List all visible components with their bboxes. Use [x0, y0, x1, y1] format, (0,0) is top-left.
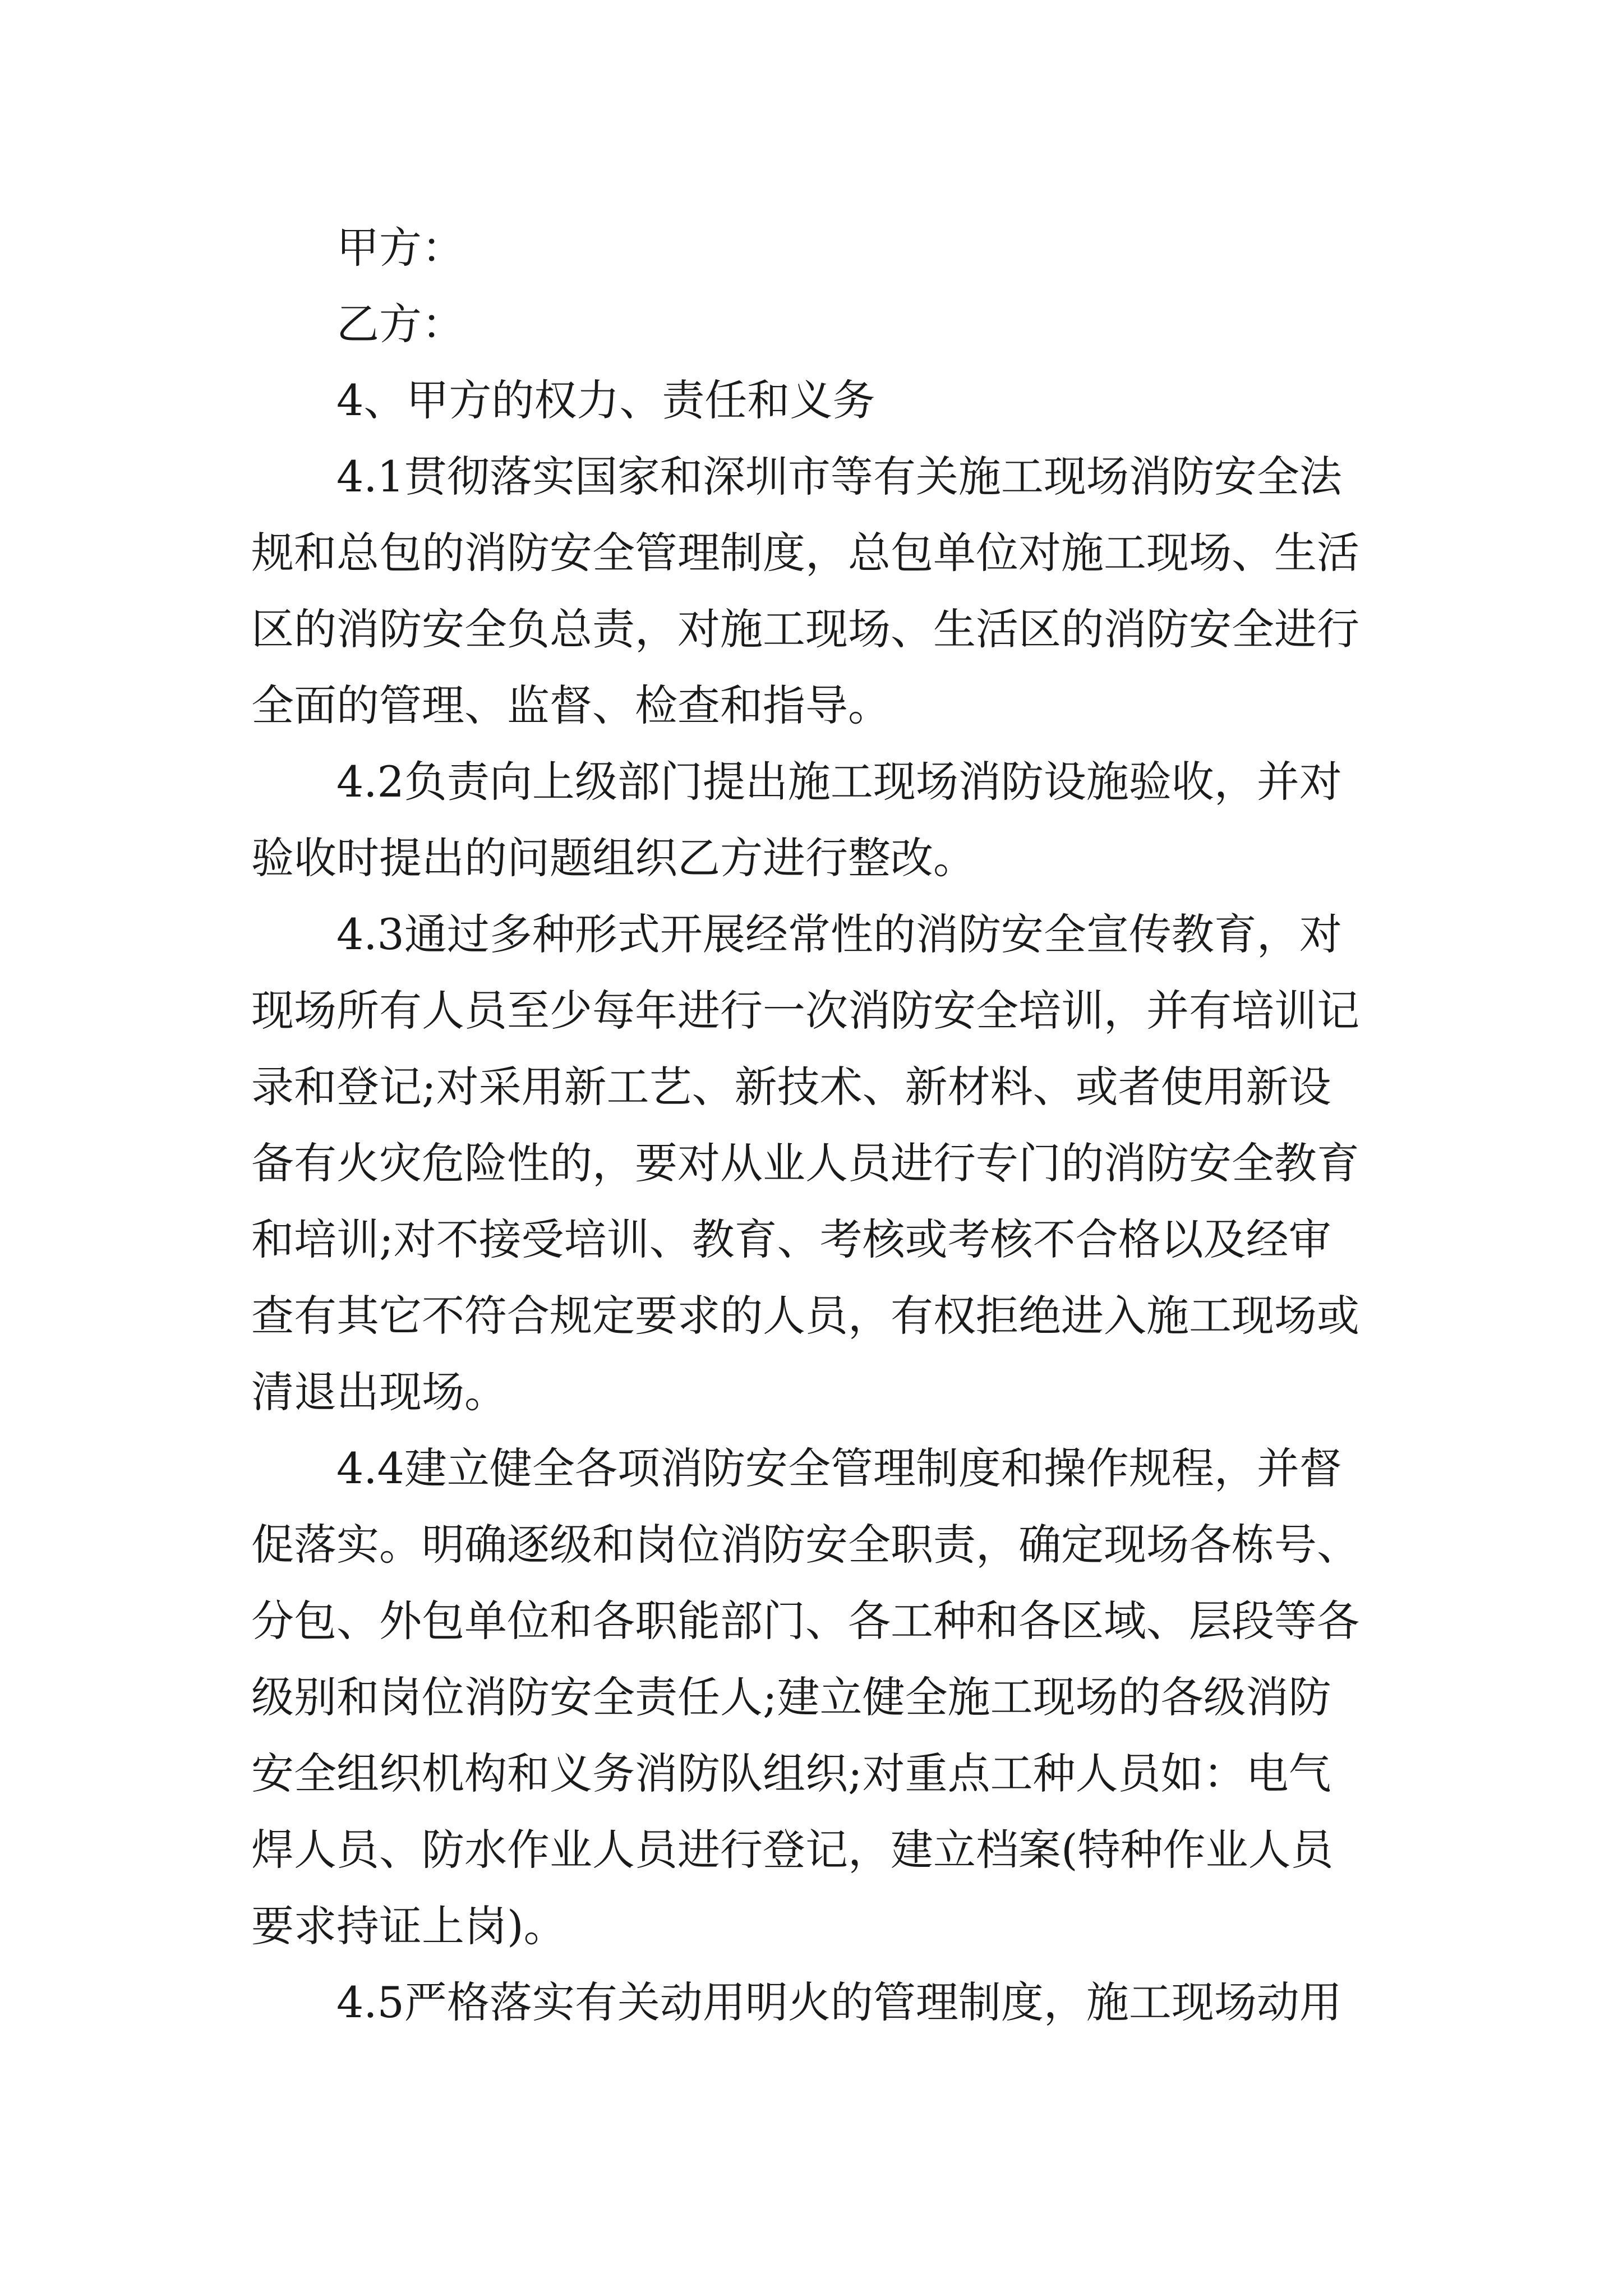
- text-line: 备有火灾危险性的，要对从业人员进行专门的消防安全教育: [251, 1138, 1359, 1188]
- text-line: 4.5严格落实有关动用明火的管理制度，施工现场动用: [336, 1977, 1342, 2027]
- party-a-label: 甲方：: [336, 223, 464, 273]
- text-line: 验收时提出的问题组织乙方进行整改。: [251, 833, 976, 883]
- text-line: 录和登记;对采用新工艺、新技术、新材料、或者使用新设: [251, 1062, 1331, 1112]
- text-line: 安全组织机构和义务消防队组织;对重点工种人员如：电气: [251, 1749, 1331, 1798]
- text-line: 4.1贯彻落实国家和深圳市等有关施工现场消防安全法: [336, 452, 1342, 501]
- text-line: 查有其它不符合规定要求的人员，有权拒绝进入施工现场或: [251, 1291, 1359, 1341]
- section-heading: 4、甲方的权力、责任和义务: [336, 375, 875, 425]
- text-line: 要求持证上岗)。: [251, 1901, 566, 1951]
- text-line: 4.4建立健全各项消防安全管理制度和操作规程，并督: [336, 1443, 1342, 1493]
- text-line: 级别和岗位消防安全责任人;建立健全施工现场的各级消防: [251, 1672, 1331, 1722]
- text-line: 规和总包的消防安全管理制度，总包单位对施工现场、生活: [251, 528, 1359, 578]
- text-line: 4.3通过多种形式开展经常性的消防安全宣传教育，对: [336, 909, 1342, 959]
- text-line: 全面的管理、监督、检查和指导。: [251, 680, 891, 730]
- party-b-label: 乙方：: [336, 299, 464, 349]
- text-line: 和培训;对不接受培训、教育、考核或考核不合格以及经审: [251, 1214, 1331, 1264]
- text-line: 现场所有人员至少每年进行一次消防安全培训，并有培训记: [251, 986, 1359, 1036]
- document-body: [251, 210, 1418, 2041]
- text-line: 区的消防安全负总责，对施工现场、生活区的消防安全进行: [251, 604, 1359, 654]
- text-line: 焊人员、防水作业人员进行登记，建立档案(特种作业人员: [251, 1825, 1334, 1875]
- text-line: 4.2负责向上级部门提出施工现场消防设施验收，并对: [336, 757, 1342, 807]
- text-line: 分包、外包单位和各职能部门、各工种和各区域、层段等各: [251, 1596, 1359, 1646]
- text-line: 清退出现场。: [251, 1367, 507, 1417]
- text-line: 促落实。明确逐级和岗位消防安全职责，确定现场各栋号、: [251, 1520, 1359, 1570]
